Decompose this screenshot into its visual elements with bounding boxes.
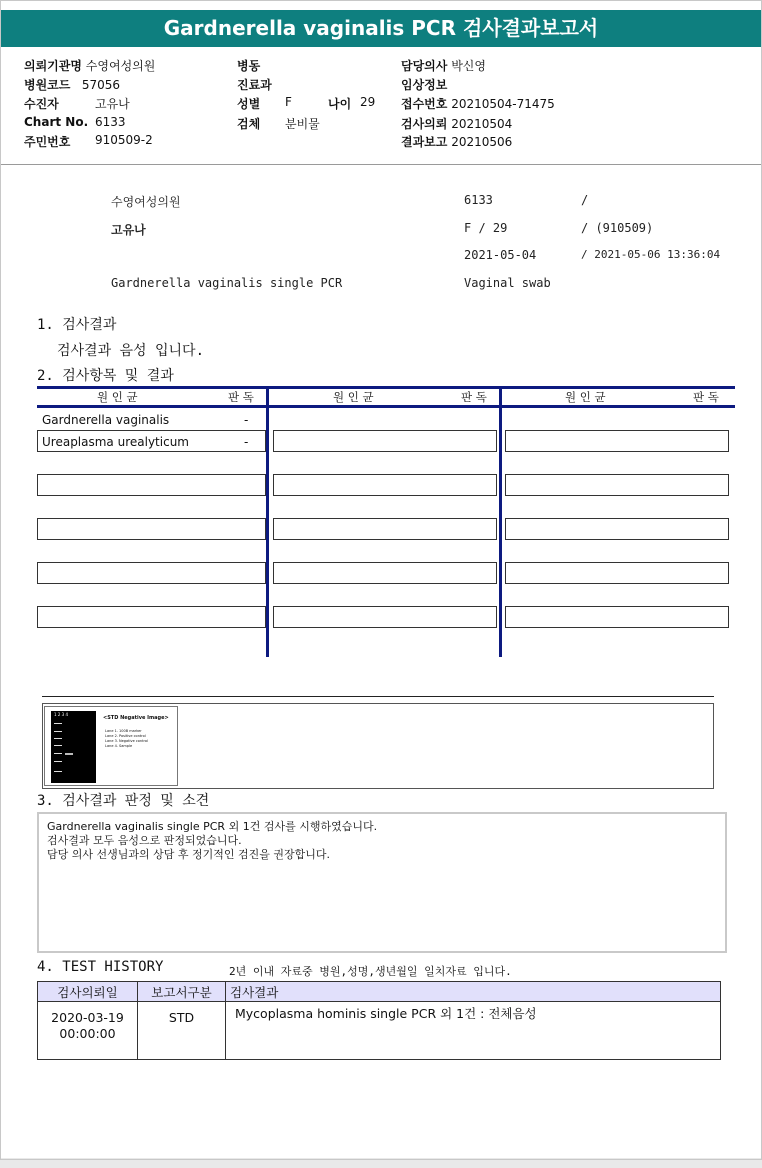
institution-value: 수영여성의원 [85, 59, 156, 73]
history-col-result: 검사결과 [226, 982, 721, 1002]
result-cell-box [505, 518, 729, 540]
age-value: 29 [360, 95, 376, 109]
request-date-value: 20210504 [451, 117, 513, 131]
chart-no-value: 6133 [95, 115, 126, 129]
col3-reading-header: 판 독 [693, 390, 719, 404]
sex-label: 성별 [237, 97, 261, 111]
gel-lane4-label: Lane 4. Sample [105, 744, 133, 748]
conclusion-line-1: Gardnerella vaginalis single PCR 외 1건 검사를 시행하였습니다. [47, 820, 378, 833]
result-cell-box [505, 430, 729, 452]
header-age [328, 95, 351, 112]
result-cell-box [37, 562, 266, 584]
specimen-value: 분비물 [285, 117, 320, 131]
gel-title: <STD Negative Image> [103, 715, 169, 721]
ladder-band [54, 753, 62, 754]
pi-chart-no: 6133 [464, 193, 493, 207]
history-header-row [38, 982, 721, 1002]
gel-lanes-image [51, 711, 96, 783]
header-id-no [24, 133, 70, 150]
result-cell-box [273, 562, 497, 584]
header-doctor [401, 57, 486, 74]
examinee-label: 수진자 [24, 97, 59, 111]
pi-sex-age: F / 29 [464, 221, 508, 235]
result-cell-box [505, 562, 729, 584]
control-band [65, 753, 73, 755]
header-clinical-info [401, 76, 447, 93]
result-cell-box [37, 518, 266, 540]
header-specimen [237, 115, 260, 132]
specimen-label: 검체 [237, 117, 261, 131]
ladder-band [54, 723, 62, 724]
section1-title: 1. 검사결과 [37, 317, 117, 333]
receipt-no-value: 20210504-71475 [451, 97, 555, 111]
col2-reading-header: 판 독 [461, 390, 487, 404]
result-cell-box [273, 518, 497, 540]
conclusion-box [37, 812, 727, 953]
hospital-code-label: 병원코드 [24, 78, 71, 92]
pi-specimen: Vaginal swab [464, 276, 551, 290]
header-chart-no [24, 115, 88, 129]
history-date-cell [38, 1002, 138, 1060]
pi-birth: / (910509) [581, 221, 654, 235]
report-title: Gardnerella vaginalis PCR 검사결과보고서 [0, 10, 762, 47]
header-receipt-no [401, 95, 555, 112]
gel-electrophoresis-image [44, 706, 178, 786]
col1-pathogen-header: 원 인 균 [97, 390, 138, 404]
test-history-table [37, 981, 721, 1060]
section3-title: 3. 검사결과 판정 및 소견 [37, 793, 210, 809]
ladder-band [54, 745, 62, 746]
header-institution [24, 57, 155, 74]
history-row [38, 1002, 721, 1060]
result-row-2-pathogen: Ureaplasma urealyticum [42, 435, 189, 449]
pi-test-name: Gardnerella vaginalis single PCR [111, 276, 343, 290]
department-label: 진료과 [237, 78, 272, 92]
id-no-label: 주민번호 [24, 135, 71, 149]
gel-lane1-label: Lane 1. 100B marker [105, 729, 142, 733]
section4-note: 2년 이내 자료중 병원,성명,생년월일 일치자료 입니다. [229, 965, 512, 978]
pi-request-date: 2021-05-04 [464, 248, 537, 262]
result-cell-box [273, 606, 497, 628]
column-divider-1 [266, 386, 269, 657]
result-cell-box [37, 606, 266, 628]
header-department [237, 76, 272, 93]
result-row-1-pathogen: Gardnerella vaginalis [42, 413, 170, 427]
table-header-rule [37, 405, 735, 408]
ladder-band [54, 771, 62, 772]
conclusion-line-3: 담당 의사 선생님과의 상담 후 정기적인 검진을 권장합니다. [47, 848, 330, 861]
gel-lane-numbers: 1 2 3 4 [54, 712, 68, 717]
header-ward [237, 57, 260, 74]
bottom-bar [0, 1158, 762, 1168]
receipt-no-label: 접수번호 [401, 97, 448, 111]
header-request-date [401, 115, 512, 132]
header-sex [237, 95, 260, 112]
pi-institution: 수영여성의원 [111, 195, 181, 209]
header-hospital-code [24, 76, 120, 93]
history-result: Mycoplasma hominis single PCR 외 1건 : 전체음성 [226, 1002, 721, 1060]
hospital-code-value: 57056 [81, 78, 121, 92]
history-col-date: 검사의뢰일 [38, 982, 138, 1002]
header-report-date [401, 133, 512, 150]
doctor-value: 박신영 [451, 59, 486, 73]
result-row-2-reading: - [244, 435, 249, 449]
result-cell-box [505, 606, 729, 628]
history-date: 2020-03-19 [51, 1010, 124, 1025]
gel-legend [105, 729, 148, 749]
pi-report-datetime: / 2021-05-06 13:36:04 [581, 248, 721, 261]
result-cell-box [505, 474, 729, 496]
report-date-label: 결과보고 [401, 135, 448, 149]
result-cell-box [273, 474, 497, 496]
examinee-value: 고유나 [95, 97, 130, 111]
sex-value: F [285, 95, 292, 109]
history-time: 00:00:00 [59, 1026, 116, 1041]
pi-slash: / [581, 193, 589, 207]
pi-name: 고유나 [111, 223, 146, 237]
column-divider-2 [499, 386, 502, 657]
ladder-band [54, 738, 62, 739]
request-date-label: 검사의뢰 [401, 117, 448, 131]
ladder-band [54, 761, 62, 762]
ward-label: 병동 [237, 59, 261, 73]
institution-label: 의뢰기관명 [24, 59, 82, 73]
image-divider [42, 696, 714, 697]
history-col-type: 보고서구분 [138, 982, 226, 1002]
section2-title: 2. 검사항목 및 결과 [37, 368, 174, 384]
header-examinee [24, 95, 59, 112]
clinical-info-label: 임상정보 [401, 78, 448, 92]
conclusion-line-2: 검사결과 모두 음성으로 판정되었습니다. [47, 834, 242, 847]
history-type: STD [138, 1002, 226, 1060]
table-top-rule [37, 386, 735, 389]
col1-reading-header: 판 독 [228, 390, 254, 404]
section4-title: 4. TEST HISTORY [37, 959, 164, 975]
col2-pathogen-header: 원 인 균 [333, 390, 374, 404]
chart-no-label: Chart No. [24, 115, 89, 129]
gel-lane3-label: Lane 3. Negative control [105, 739, 148, 743]
ladder-band [54, 731, 62, 732]
result-cell-box [37, 474, 266, 496]
id-no-value: 910509-2 [95, 133, 153, 147]
age-label: 나이 [328, 97, 352, 111]
report-date-value: 20210506 [451, 135, 513, 149]
result-cell-box [273, 430, 497, 452]
result-row-1-reading: - [244, 413, 249, 427]
gel-lane2-label: Lane 2. Positive control [105, 734, 146, 738]
col3-pathogen-header: 원 인 균 [565, 390, 606, 404]
section1-result: 검사결과 음성 입니다. [57, 343, 205, 359]
doctor-label: 담당의사 [401, 59, 448, 73]
header-divider [0, 164, 762, 165]
